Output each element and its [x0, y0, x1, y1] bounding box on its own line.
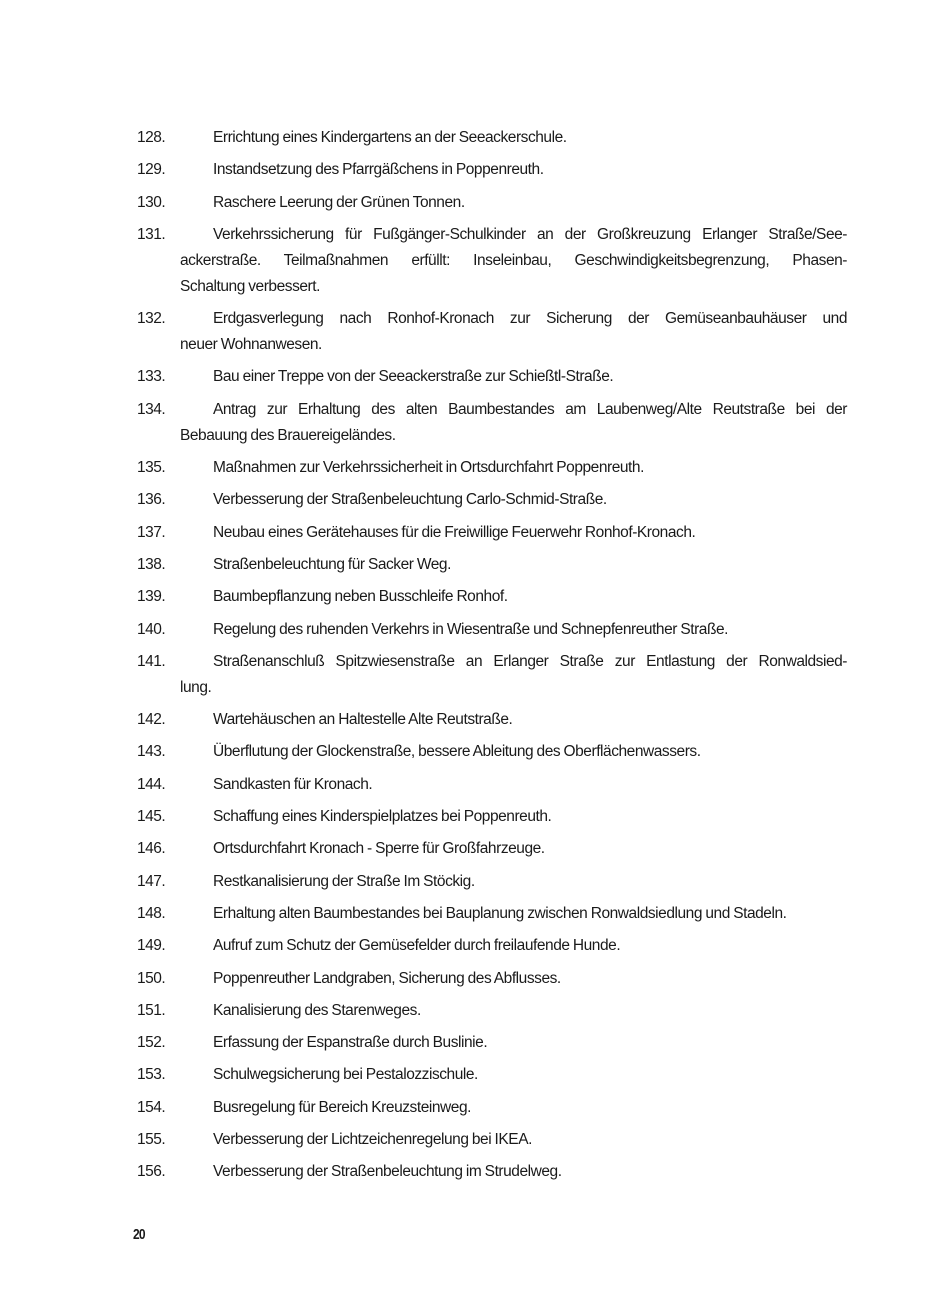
item-number: 145.: [137, 808, 166, 826]
list-item: [0, 552, 950, 578]
item-text: [180, 617, 847, 643]
list-item: [0, 364, 950, 390]
item-number: 142.: [137, 711, 166, 729]
list-item: [0, 707, 950, 733]
item-number: 130.: [137, 193, 166, 211]
item-number: 141.: [137, 652, 166, 670]
item-text: [180, 966, 847, 992]
item-text-line: Verkehrssicherung für Fußgänger-Schulkinder an der Großkreuzung Erlanger Straße/See-: [213, 225, 847, 243]
item-text: [180, 1095, 847, 1121]
list-item: [0, 520, 950, 546]
numbered-list: [0, 125, 950, 1192]
item-text: [180, 157, 847, 183]
item-number: 155.: [137, 1131, 166, 1149]
list-item: [0, 1095, 950, 1121]
item-text-line: Regelung des ruhenden Verkehrs in Wiesentraße und Schnepfenreuther Straße.: [213, 620, 729, 638]
item-number: 143.: [137, 743, 166, 761]
item-text-line: Schaltung verbessert.: [180, 277, 320, 295]
list-item: [0, 222, 950, 300]
list-item: [0, 157, 950, 183]
item-text: [180, 584, 847, 610]
list-item: [0, 1062, 950, 1088]
list-item: [0, 998, 950, 1024]
list-item: [0, 190, 950, 216]
item-text: [180, 901, 847, 927]
item-text-line: neuer Wohnanwesen.: [180, 336, 322, 354]
item-text-line: Sandkasten für Kronach.: [213, 775, 373, 793]
item-number: 138.: [137, 555, 166, 573]
list-item: [0, 1159, 950, 1185]
item-text-line: Ortsdurchfahrt Kronach - Sperre für Großfahrzeuge.: [213, 840, 545, 858]
list-item: [0, 455, 950, 481]
item-text: [180, 552, 847, 578]
page-number: 20: [133, 1226, 145, 1243]
item-text: [180, 998, 847, 1024]
item-text: [180, 397, 847, 449]
list-item: [0, 1127, 950, 1153]
item-text: [180, 772, 847, 798]
item-text: [180, 1159, 847, 1185]
item-text: [180, 836, 847, 862]
item-text: [180, 487, 847, 513]
item-text-line: Bebauung des Brauereigeländes.: [180, 426, 396, 444]
item-number: 153.: [137, 1066, 166, 1084]
list-item: [0, 125, 950, 151]
item-number: 154.: [137, 1098, 166, 1116]
item-text-line: Bau einer Treppe von der Seeackerstraße zur Schießtl-Straße.: [213, 368, 614, 386]
item-number: 131.: [137, 225, 166, 243]
item-number: 148.: [137, 904, 166, 922]
item-text-line: Überflutung der Glockenstraße, bessere Ableitung des Oberflächenwassers.: [213, 743, 701, 761]
item-number: 137.: [137, 523, 166, 541]
item-text-line: Baumbepflanzung neben Busschleife Ronhof.: [213, 588, 508, 606]
list-item: [0, 966, 950, 992]
item-number: 147.: [137, 872, 166, 890]
list-item: [0, 869, 950, 895]
list-item: [0, 901, 950, 927]
item-number: 134.: [137, 400, 166, 418]
item-text: [180, 933, 847, 959]
item-text-line: Verbesserung der Straßenbeleuchtung im Strudelweg.: [213, 1163, 562, 1181]
item-text-line: Antrag zur Erhaltung des alten Baumbestandes am Laubenweg/Alte Reutstraße bei der: [213, 400, 847, 418]
item-number: 150.: [137, 969, 166, 987]
item-text: [180, 1127, 847, 1153]
item-text-line: Aufruf zum Schutz der Gemüsefelder durch freilaufende Hunde.: [213, 937, 621, 955]
item-text: [180, 1062, 847, 1088]
item-text-line: lung.: [180, 678, 212, 696]
list-item: [0, 772, 950, 798]
item-text-line: Instandsetzung des Pfarrgäßchens in Poppenreuth.: [213, 161, 544, 179]
item-text-line: Verbesserung der Lichtzeichenregelung bei IKEA.: [213, 1131, 532, 1149]
item-number: 129.: [137, 161, 166, 179]
item-text-line: Poppenreuther Landgraben, Sicherung des Abflusses.: [213, 969, 561, 987]
list-item: [0, 933, 950, 959]
item-text-line: Straßenanschluß Spitzwiesenstraße an Erlanger Straße zur Entlastung der Ronwaldsied-: [213, 652, 847, 670]
list-item: [0, 487, 950, 513]
item-number: 133.: [137, 368, 166, 386]
item-number: 152.: [137, 1034, 166, 1052]
item-text: [180, 1030, 847, 1056]
item-text: [180, 190, 847, 216]
item-text-line: Erhaltung alten Baumbestandes bei Bauplanung zwischen Ronwaldsiedlung und Stadeln.: [213, 904, 787, 922]
item-number: 139.: [137, 588, 166, 606]
item-text-line: Schulwegsicherung bei Pestalozzischule.: [213, 1066, 478, 1084]
item-number: 135.: [137, 459, 166, 477]
list-item: [0, 397, 950, 449]
list-item: [0, 649, 950, 701]
list-item: [0, 804, 950, 830]
item-text-line: Schaffung eines Kinderspielplatzes bei Poppenreuth.: [213, 808, 552, 826]
item-text-line: Straßenbeleuchtung für Sacker Weg.: [213, 555, 451, 573]
item-text-line: Errichtung eines Kindergartens an der Seeackerschule.: [213, 129, 567, 146]
item-text: [180, 739, 847, 765]
item-text: [180, 649, 847, 701]
item-number: 140.: [137, 620, 166, 638]
list-item: [0, 836, 950, 862]
item-text-line: Maßnahmen zur Verkehrssicherheit in Ortsdurchfahrt Poppenreuth.: [213, 459, 644, 477]
item-text: [180, 222, 847, 300]
item-text: [180, 306, 847, 358]
item-number: 149.: [137, 937, 166, 955]
item-text-line: Erdgasverlegung nach Ronhof-Kronach zur Sicherung der Gemüseanbauhäuser und: [213, 310, 847, 328]
item-text-line: ackerstraße. Teilmaßnahmen erfüllt: Inseleinbau, Geschwindigkeitsbegrenzung, Phasen-: [180, 251, 847, 269]
item-text-line: Verbesserung der Straßenbeleuchtung Carlo-Schmid-Straße.: [213, 491, 607, 509]
item-number: 132.: [137, 310, 166, 328]
list-item: [0, 1030, 950, 1056]
item-text: [180, 455, 847, 481]
item-text-line: Neubau eines Gerätehauses für die Freiwillige Feuerwehr Ronhof-Kronach.: [213, 523, 696, 541]
item-text-line: Wartehäuschen an Haltestelle Alte Reutstraße.: [213, 711, 513, 729]
item-text: [180, 125, 847, 151]
item-number: 144.: [137, 775, 166, 793]
item-number: 156.: [137, 1163, 166, 1181]
list-item: [0, 739, 950, 765]
item-text: [180, 520, 847, 546]
item-text-line: Raschere Leerung der Grünen Tonnen.: [213, 193, 465, 211]
list-item: [0, 617, 950, 643]
item-number: 146.: [137, 840, 166, 858]
item-text: [180, 804, 847, 830]
item-number: 128.: [137, 129, 166, 146]
item-text-line: Busregelung für Bereich Kreuzsteinweg.: [213, 1098, 471, 1116]
item-text: [180, 707, 847, 733]
list-item: [0, 584, 950, 610]
item-text: [180, 364, 847, 390]
item-text-line: Restkanalisierung der Straße Im Stöckig.: [213, 872, 475, 890]
item-number: 151.: [137, 1001, 166, 1019]
list-item: [0, 306, 950, 358]
item-number: 136.: [137, 491, 166, 509]
item-text: [180, 869, 847, 895]
item-text-line: Kanalisierung des Starenweges.: [213, 1001, 421, 1019]
item-text-line: Erfassung der Espanstraße durch Buslinie.: [213, 1034, 488, 1052]
